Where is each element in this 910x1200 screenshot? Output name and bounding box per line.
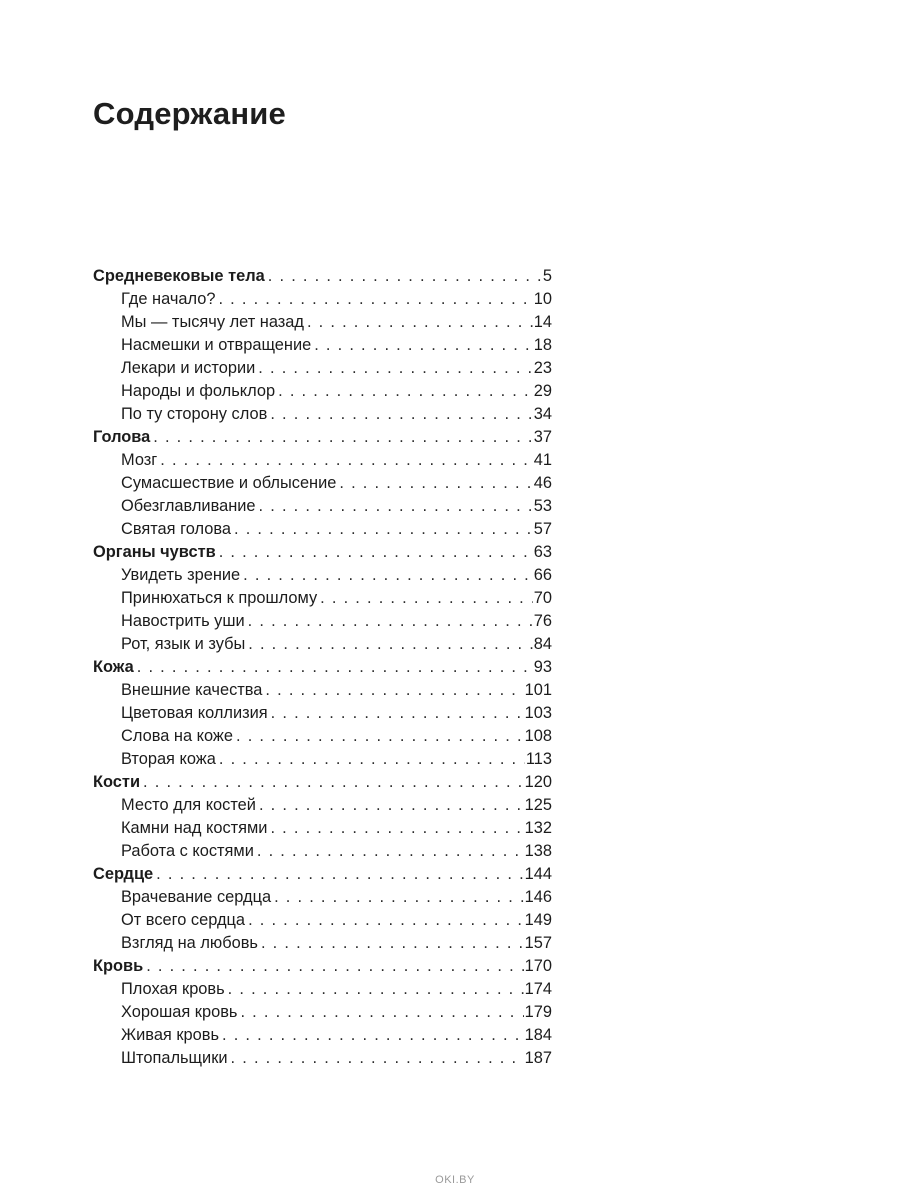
toc-entry-title: Святая голова	[121, 520, 231, 538]
table-of-contents	[93, 265, 552, 1070]
dot-leader	[248, 610, 533, 633]
toc-subsection-row[interactable]	[93, 932, 552, 955]
toc-entry-title: Сумасшествие и облысение	[121, 474, 337, 492]
dot-leader	[259, 495, 533, 518]
toc-entry-title: Обезглавливание	[121, 497, 256, 515]
toc-entry-title: Мозг	[121, 451, 158, 469]
dot-leader	[143, 771, 524, 794]
toc-entry-title: Насмешки и отвращение	[121, 336, 312, 354]
toc-section-row[interactable]	[93, 771, 552, 794]
dot-leader	[156, 863, 523, 886]
toc-page-number: 170	[524, 957, 552, 975]
dot-leader	[274, 886, 524, 909]
toc-entry-title: Лекари и истории	[121, 359, 256, 377]
toc-page-number: 37	[533, 428, 552, 446]
dot-leader	[146, 955, 523, 978]
toc-entry-title: Цветовая коллизия	[121, 704, 268, 722]
toc-page-number: 125	[524, 796, 552, 814]
toc-entry-title: Хорошая кровь	[121, 1003, 238, 1021]
toc-page-number: 108	[524, 727, 552, 745]
toc-page-number: 76	[533, 612, 552, 630]
toc-section-row[interactable]	[93, 541, 552, 564]
toc-page-number: 179	[524, 1003, 552, 1021]
toc-entry-title: Средневековые тела	[93, 267, 265, 285]
toc-entry-title: Штопальщики	[121, 1049, 228, 1067]
toc-subsection-row[interactable]	[93, 495, 552, 518]
dot-leader	[278, 380, 533, 403]
dot-leader	[219, 541, 533, 564]
toc-subsection-row[interactable]	[93, 472, 552, 495]
toc-page-number: 57	[533, 520, 552, 538]
toc-entry-title: От всего сердца	[121, 911, 246, 929]
dot-leader	[218, 288, 532, 311]
toc-entry-title: Работа с костями	[121, 842, 254, 860]
toc-subsection-row[interactable]	[93, 1001, 552, 1024]
toc-entry-title: Мы — тысячу лет назад	[121, 313, 304, 331]
dot-leader	[265, 679, 523, 702]
dot-leader	[270, 403, 532, 426]
dot-leader	[259, 794, 524, 817]
toc-page-number: 184	[524, 1026, 552, 1044]
toc-entry-title: Камни над костями	[121, 819, 268, 837]
toc-subsection-row[interactable]	[93, 748, 552, 771]
dot-leader	[314, 334, 533, 357]
dot-leader	[240, 1001, 523, 1024]
toc-entry-title: Народы и фольклор	[121, 382, 276, 400]
dot-leader	[307, 311, 533, 334]
toc-page-number: 18	[533, 336, 552, 354]
toc-entry-title: Кожа	[93, 658, 134, 676]
watermark: OKI.BY	[435, 1174, 475, 1186]
toc-section-row[interactable]	[93, 426, 552, 449]
toc-entry-title: Голова	[93, 428, 151, 446]
toc-subsection-row[interactable]	[93, 978, 552, 1001]
page-title: Содержание	[93, 96, 286, 131]
dot-leader	[153, 426, 533, 449]
toc-page-number: 149	[524, 911, 552, 929]
toc-subsection-row[interactable]	[93, 380, 552, 403]
toc-entry-title: Вторая кожа	[121, 750, 216, 768]
dot-leader	[257, 840, 524, 863]
toc-section-row[interactable]	[93, 656, 552, 679]
dot-leader	[258, 357, 532, 380]
dot-leader	[243, 564, 533, 587]
toc-page-number: 144	[524, 865, 552, 883]
toc-subsection-row[interactable]	[93, 587, 552, 610]
toc-entry-title: Где начало?	[121, 290, 216, 308]
toc-entry-title: Принюхаться к прошлому	[121, 589, 318, 607]
dot-leader	[219, 748, 525, 771]
toc-page-number: 146	[524, 888, 552, 906]
dot-leader	[248, 909, 524, 932]
toc-entry-title: Сердце	[93, 865, 154, 883]
toc-page-number: 46	[533, 474, 552, 492]
toc-subsection-row[interactable]	[93, 679, 552, 702]
toc-page-number: 10	[533, 290, 552, 308]
toc-entry-title: Взгляд на любовь	[121, 934, 258, 952]
toc-page-number: 157	[524, 934, 552, 952]
toc-entry-title: Рот, язык и зубы	[121, 635, 246, 653]
toc-subsection-row[interactable]	[93, 357, 552, 380]
toc-page-number: 138	[524, 842, 552, 860]
toc-subsection-row[interactable]	[93, 909, 552, 932]
toc-entry-title: Навострить уши	[121, 612, 245, 630]
toc-entry-title: Плохая кровь	[121, 980, 225, 998]
toc-section-row[interactable]	[93, 863, 552, 886]
toc-subsection-row[interactable]	[93, 794, 552, 817]
dot-leader	[339, 472, 532, 495]
toc-entry-title: Живая кровь	[121, 1026, 220, 1044]
toc-page-number: 23	[533, 359, 552, 377]
toc-subsection-row[interactable]	[93, 817, 552, 840]
toc-subsection-row[interactable]	[93, 1024, 552, 1047]
toc-page-number: 70	[533, 589, 552, 607]
toc-page-number: 132	[524, 819, 552, 837]
toc-subsection-row[interactable]	[93, 840, 552, 863]
toc-page-number: 174	[524, 980, 552, 998]
toc-section-row[interactable]	[93, 265, 552, 288]
toc-entry-title: Слова на коже	[121, 727, 233, 745]
toc-subsection-row[interactable]	[93, 610, 552, 633]
toc-subsection-row[interactable]	[93, 564, 552, 587]
toc-subsection-row[interactable]	[93, 725, 552, 748]
toc-page-number: 113	[525, 750, 552, 768]
dot-leader	[270, 817, 523, 840]
toc-subsection-row[interactable]	[93, 288, 552, 311]
dot-leader	[320, 587, 533, 610]
toc-subsection-row[interactable]	[93, 449, 552, 472]
toc-subsection-row[interactable]	[93, 311, 552, 334]
toc-entry-title: Врачевание сердца	[121, 888, 272, 906]
toc-page-number: 103	[524, 704, 552, 722]
toc-page-number: 63	[533, 543, 552, 561]
toc-page-number: 41	[533, 451, 552, 469]
toc-entry-title: Увидеть зрение	[121, 566, 241, 584]
toc-subsection-row[interactable]	[93, 886, 552, 909]
toc-subsection-row[interactable]	[93, 702, 552, 725]
toc-entry-title: Кости	[93, 773, 141, 791]
toc-page-number: 34	[533, 405, 552, 423]
toc-entry-title: Место для костей	[121, 796, 256, 814]
dot-leader	[271, 702, 524, 725]
toc-subsection-row[interactable]	[93, 518, 552, 541]
toc-page-number: 120	[524, 773, 552, 791]
dot-leader	[160, 449, 533, 472]
dot-leader	[234, 518, 533, 541]
dot-leader	[248, 633, 533, 656]
toc-page-number: 29	[533, 382, 552, 400]
toc-page-number: 187	[524, 1049, 552, 1067]
toc-entry-title: Органы чувств	[93, 543, 216, 561]
toc-section-row[interactable]	[93, 955, 552, 978]
toc-page-number: 14	[533, 313, 552, 331]
toc-page-number: 53	[533, 497, 552, 515]
dot-leader	[222, 1024, 524, 1047]
toc-subsection-row[interactable]	[93, 403, 552, 426]
toc-subsection-row[interactable]	[93, 1047, 552, 1070]
toc-page-number: 5	[542, 267, 552, 285]
dot-leader	[261, 932, 524, 955]
dot-leader	[236, 725, 524, 748]
toc-entry-title: Внешние качества	[121, 681, 263, 699]
toc-page-number: 84	[533, 635, 552, 653]
toc-page-number: 66	[533, 566, 552, 584]
toc-page-number: 101	[524, 681, 552, 699]
toc-page-number: 93	[533, 658, 552, 676]
toc-subsection-row[interactable]	[93, 633, 552, 656]
dot-leader	[231, 1047, 524, 1070]
toc-entry-title: По ту сторону слов	[121, 405, 268, 423]
dot-leader	[268, 265, 542, 288]
dot-leader	[137, 656, 533, 679]
dot-leader	[228, 978, 524, 1001]
toc-entry-title: Кровь	[93, 957, 144, 975]
toc-subsection-row[interactable]	[93, 334, 552, 357]
